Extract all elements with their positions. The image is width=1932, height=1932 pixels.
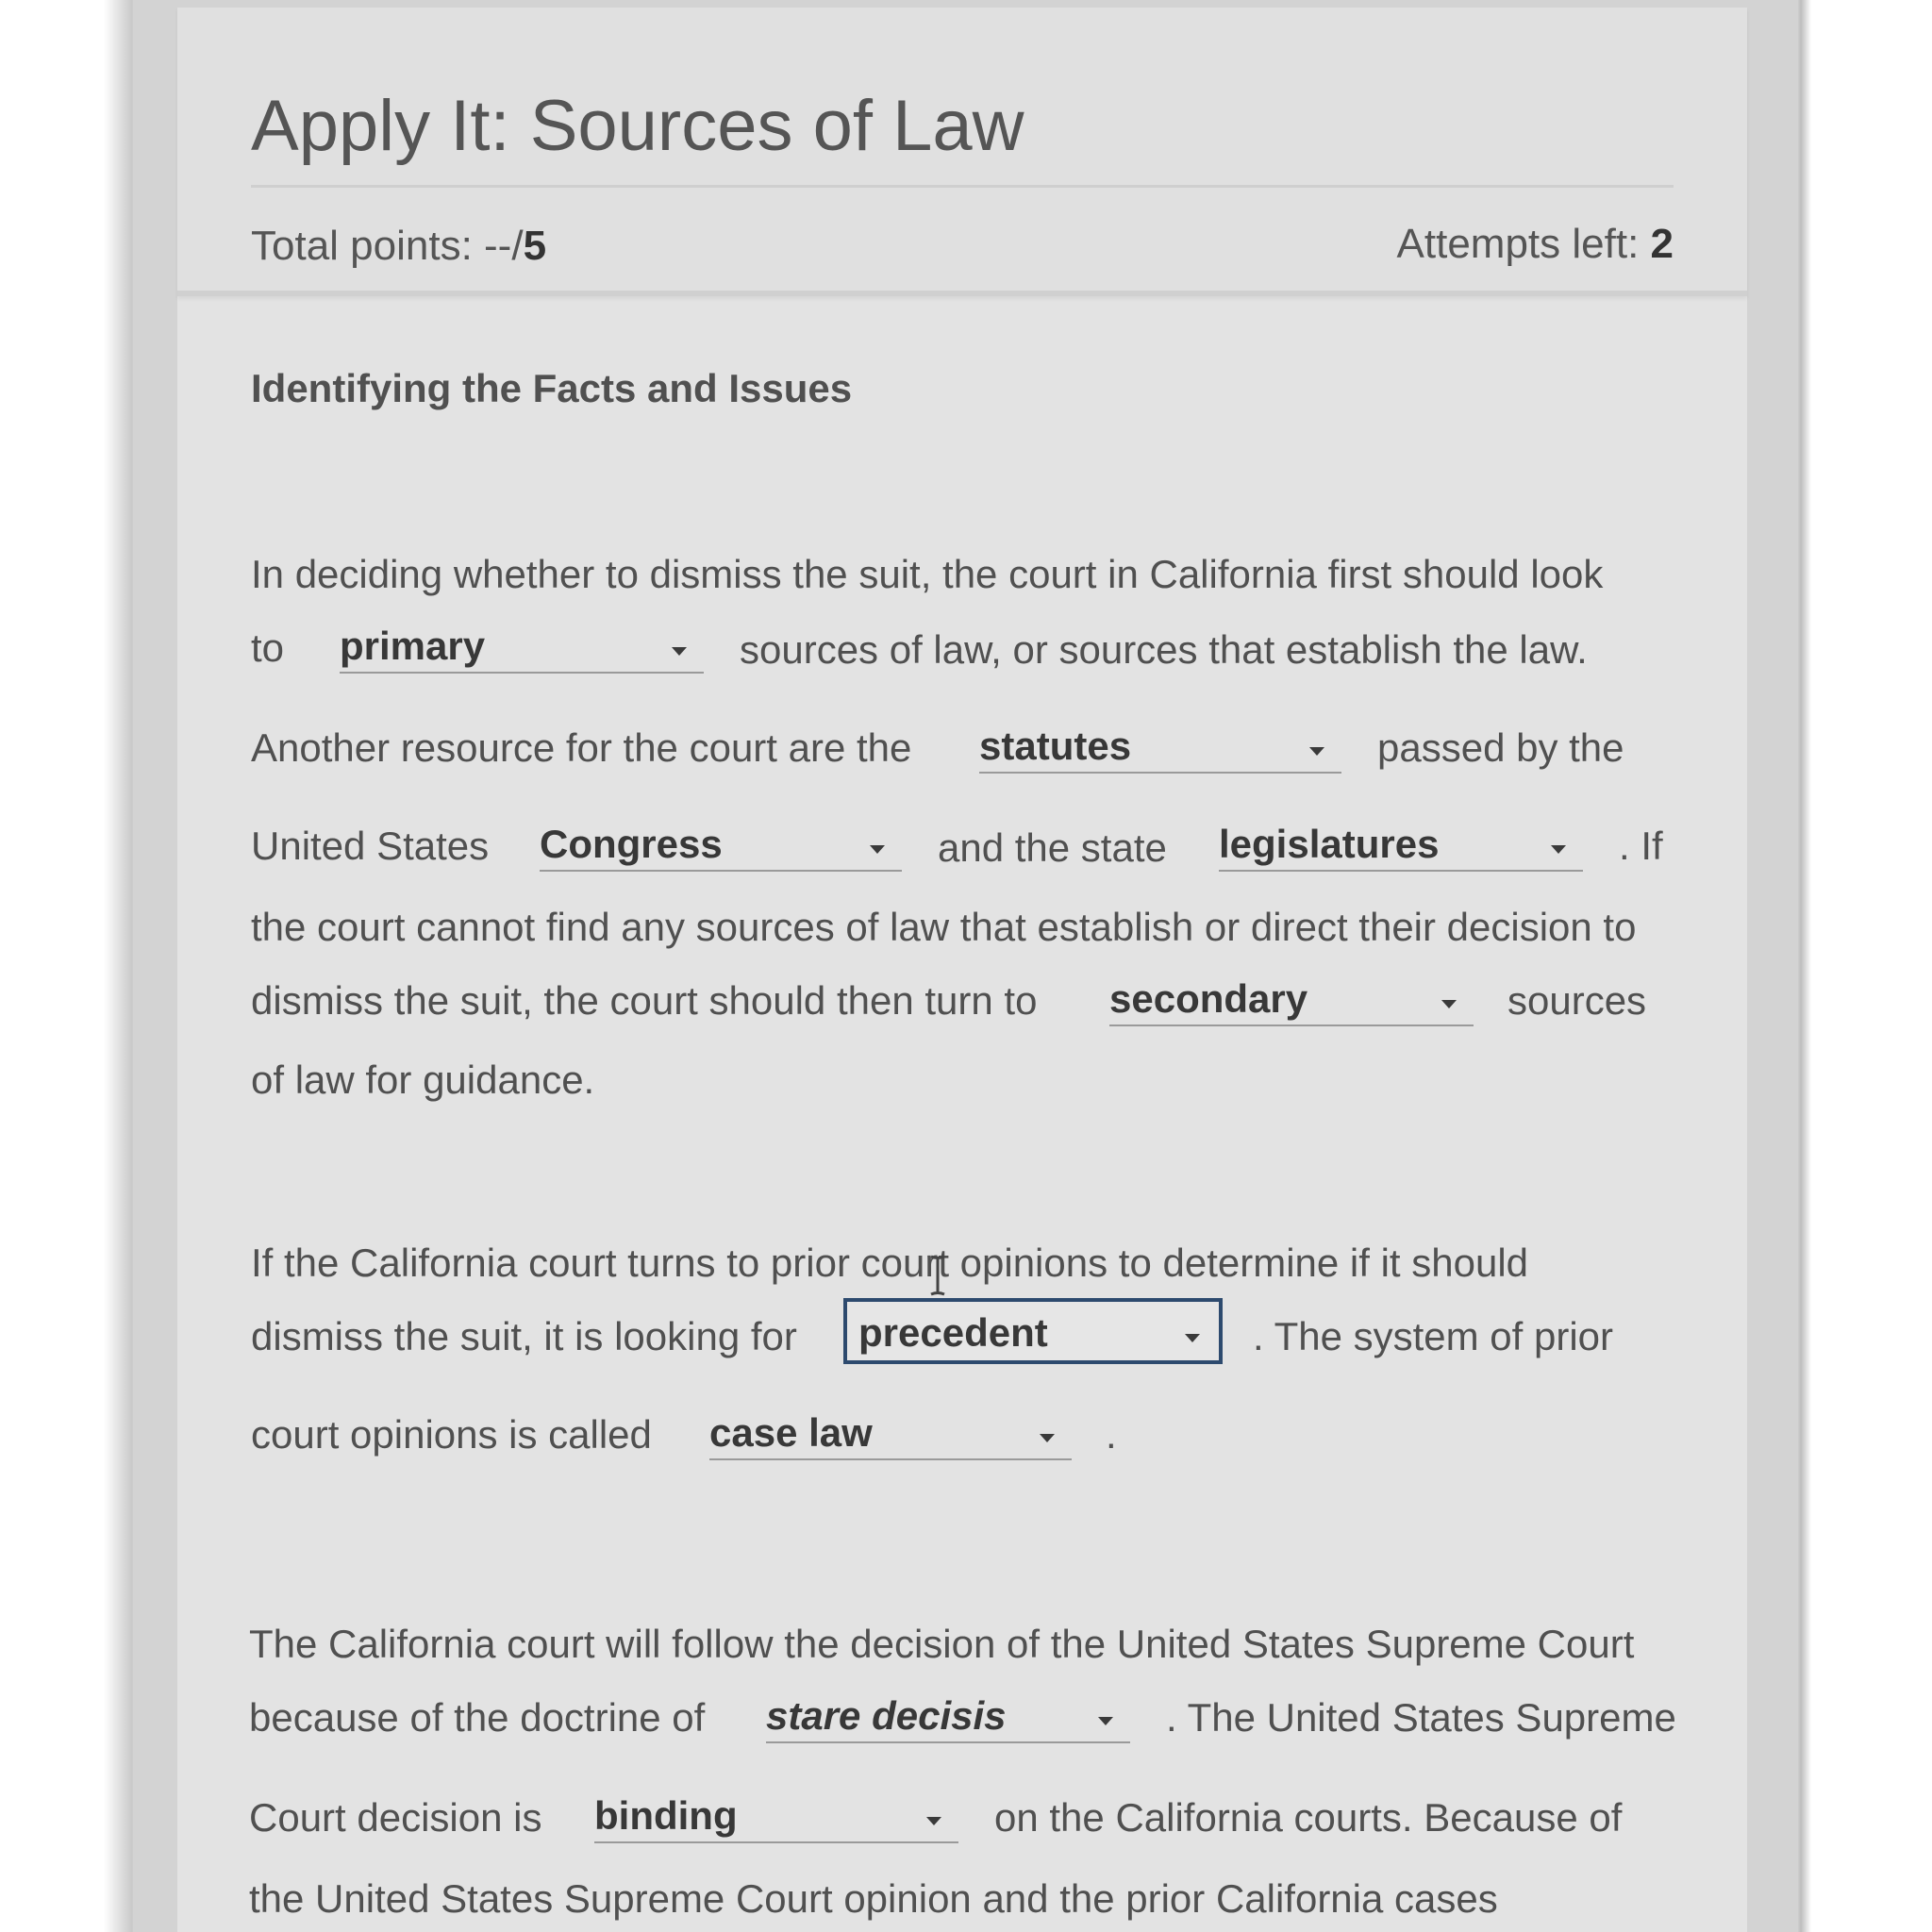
- dropdown-case-law-value: case law: [709, 1410, 873, 1455]
- assignment-card: [177, 8, 1747, 1932]
- p1-line7: of law for guidance.: [251, 1058, 595, 1102]
- total-points-label: Total points: --/: [251, 223, 524, 269]
- monitor-bezel-left: [0, 0, 134, 1932]
- dropdown-stare-decisis-value: stare decisis: [766, 1693, 1007, 1738]
- dropdown-primary[interactable]: [340, 626, 704, 674]
- p2-line2-pre: dismiss the suit, it is looking for: [251, 1314, 797, 1358]
- dropdown-statutes[interactable]: [979, 726, 1341, 774]
- dropdown-case-law[interactable]: [709, 1410, 1072, 1460]
- caret-down-icon: [1185, 1334, 1200, 1342]
- total-points-value: 5: [523, 223, 547, 269]
- p1-line4-pre: United States: [251, 824, 490, 868]
- dropdown-congress[interactable]: [540, 824, 902, 872]
- attempts-left-value: 2: [1650, 221, 1674, 267]
- section-heading: Identifying the Facts and Issues: [251, 366, 853, 410]
- p1-line3-post: passed by the: [1377, 725, 1624, 770]
- caret-down-icon: [1309, 747, 1324, 756]
- caret-down-icon: [672, 647, 687, 656]
- p2-line3-post: .: [1106, 1412, 1117, 1457]
- p3-line3-post: on the California courts. Because of: [994, 1795, 1623, 1840]
- p1-line6-post: sources: [1507, 978, 1647, 1023]
- text-cursor-icon: [928, 1255, 947, 1296]
- caret-down-icon: [1040, 1434, 1055, 1442]
- dropdown-statutes-value: statutes: [979, 724, 1132, 768]
- monitor-bezel-right: [1798, 0, 1932, 1932]
- attempts-left: [1397, 221, 1674, 268]
- dropdown-precedent[interactable]: [843, 1298, 1223, 1364]
- dropdown-secondary[interactable]: [1109, 976, 1474, 1026]
- p1-line2-pre: to: [251, 625, 285, 670]
- page-title: Apply It: Sources of Law: [251, 86, 1024, 166]
- dropdown-precedent-value: precedent: [858, 1310, 1048, 1355]
- p1-line4-mid: and the state: [938, 825, 1167, 870]
- p3-line3-pre: Court decision is: [249, 1795, 542, 1840]
- dropdown-binding[interactable]: [594, 1793, 958, 1843]
- p1-line5: the court cannot find any sources of law that establish or direct their decision to: [251, 905, 1637, 949]
- p1-line2-post: sources of law, or sources that establish the law.: [740, 627, 1588, 672]
- p2-line3-pre: court opinions is called: [251, 1412, 652, 1457]
- p3-line4: the United States Supreme Court opinion and the prior California cases: [249, 1876, 1498, 1921]
- dropdown-congress-value: Congress: [540, 822, 723, 866]
- dropdown-legislatures-value: legislatures: [1219, 822, 1440, 866]
- dropdown-legislatures[interactable]: [1219, 824, 1583, 872]
- p2-line2-post: . The system of prior: [1253, 1314, 1614, 1358]
- caret-down-icon: [870, 845, 885, 854]
- p2-line1: If the California court turns to prior court opinions to determine if it should: [251, 1241, 1529, 1285]
- dropdown-primary-value: primary: [340, 624, 486, 668]
- title-divider: [251, 185, 1674, 188]
- attempts-left-label: Attempts left:: [1396, 221, 1651, 267]
- caret-down-icon: [1098, 1717, 1113, 1725]
- assignment-header: [177, 8, 1747, 296]
- p3-line2-pre: because of the doctrine of: [249, 1695, 706, 1740]
- caret-down-icon: [1551, 845, 1566, 854]
- p3-line1: The California court will follow the decision of the United States Supreme Court: [249, 1622, 1635, 1666]
- p1-line6-pre: dismiss the suit, the court should then turn to: [251, 978, 1038, 1023]
- p1-line3-pre: Another resource for the court are the: [251, 725, 912, 770]
- caret-down-icon: [926, 1817, 941, 1825]
- total-points: [251, 223, 546, 270]
- p1-line1: In deciding whether to dismiss the suit, the court in California first should look: [251, 552, 1604, 596]
- dropdown-secondary-value: secondary: [1109, 976, 1308, 1021]
- screen: [134, 0, 1798, 1932]
- dropdown-stare-decisis[interactable]: [766, 1693, 1130, 1743]
- p1-line4-post: . If: [1619, 824, 1663, 868]
- caret-down-icon: [1441, 1000, 1457, 1008]
- dropdown-binding-value: binding: [594, 1793, 738, 1838]
- p3-line2-post: . The United States Supreme: [1166, 1695, 1676, 1740]
